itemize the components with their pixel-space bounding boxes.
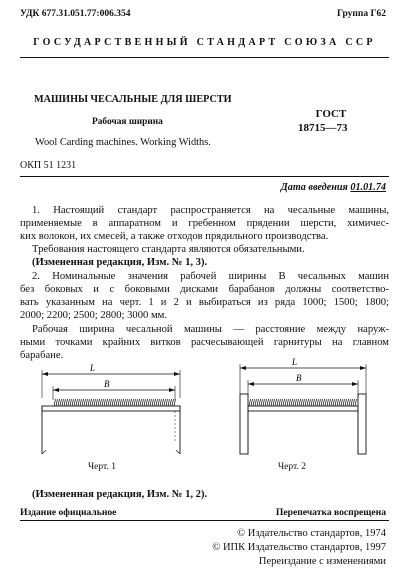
clothing-tooth [160, 399, 162, 406]
figure-1-label-l: L [90, 363, 96, 373]
edit-note-2-text: (Измененная редакция, Изм. № 1, 2). [32, 489, 208, 500]
mandatory-note: Требования настоящего стандарта являются обязательными. [32, 244, 305, 255]
clothing-tooth [174, 399, 176, 406]
paragraph-3-line: барабане. [20, 350, 64, 361]
clothing-tooth [289, 399, 291, 406]
clothing-tooth [78, 399, 80, 406]
paragraph-2-line: вать указанным на черт. 1 и 2 и выбираться из ряда 1000; 1500; 1800; [20, 297, 389, 308]
clothing-tooth [60, 399, 62, 406]
clothing-tooth [148, 399, 150, 406]
clothing-tooth [305, 399, 307, 406]
clothing-tooth [162, 399, 164, 406]
clothing-tooth [275, 399, 277, 406]
clothing-tooth [124, 399, 126, 406]
clothing-tooth [64, 399, 66, 406]
clothing-tooth [303, 399, 305, 406]
clothing-tooth [116, 399, 118, 406]
edit-note-2 [20, 488, 389, 501]
clothing-tooth [337, 399, 339, 406]
clothing-tooth [251, 399, 253, 406]
clothing-tooth [136, 399, 138, 406]
clothing-tooth [132, 399, 134, 406]
clothing-tooth [297, 399, 299, 406]
clothing-tooth [279, 399, 281, 406]
gost-number: 18715—73 [298, 122, 348, 134]
paragraph-3-line: Рабочая ширина чесальной машины — расстояние между наруж- [32, 324, 389, 335]
copyright-1974: © Издательство стандартов, 1974 [237, 528, 386, 539]
clothing-tooth [142, 399, 144, 406]
figure-2-label-b: B [296, 373, 302, 383]
clothing-tooth [259, 399, 261, 406]
group-code: Группа Г62 [337, 9, 386, 19]
clothing-tooth [319, 399, 321, 406]
document-title: МАШИНЫ ЧЕСАЛЬНЫЕ ДЛЯ ШЕРСТИ [34, 94, 232, 105]
clothing-tooth [168, 399, 170, 406]
clothing-tooth [66, 399, 68, 406]
clothing-tooth [102, 399, 104, 406]
clothing-tooth [80, 399, 82, 406]
paragraph-2-line: 2000; 2200; 2500; 2800; 3000 мм. [20, 310, 168, 321]
figure-1-caption: Черт. 1 [88, 462, 116, 472]
clothing-tooth [261, 399, 263, 406]
clothing-tooth [150, 399, 152, 406]
banner-rule [20, 57, 389, 58]
clothing-tooth [90, 399, 92, 406]
figure-2-label-l: L [292, 358, 298, 367]
clothing-tooth [301, 399, 303, 406]
clothing-tooth [355, 399, 357, 406]
english-title: Wool Carding machines. Working Widths. [35, 137, 211, 148]
document-subtitle: Рабочая ширина [92, 117, 163, 127]
reissue-note: Переиздание с изменениями [258, 556, 386, 567]
clothing-tooth [299, 399, 301, 406]
clothing-tooth [307, 399, 309, 406]
clothing-tooth [96, 399, 98, 406]
clothing-tooth [112, 399, 114, 406]
clothing-tooth [140, 399, 142, 406]
clothing-tooth [54, 399, 56, 406]
clothing-tooth [325, 399, 327, 406]
clothing-tooth [146, 399, 148, 406]
clothing-tooth [347, 399, 349, 406]
gost-label: ГОСТ [315, 108, 347, 120]
paragraph-2-line: без боковых и с боковыми дисками барабанов должны соответство- [20, 284, 389, 295]
clothing-tooth [166, 399, 168, 406]
clothing-tooth [118, 399, 120, 406]
clothing-tooth [108, 399, 110, 406]
clothing-tooth [287, 399, 289, 406]
clothing-tooth [158, 399, 160, 406]
clothing-tooth [86, 399, 88, 406]
clothing-tooth [273, 399, 275, 406]
clothing-tooth [351, 399, 353, 406]
clothing-tooth [349, 399, 351, 406]
clothing-tooth [144, 399, 146, 406]
clothing-tooth [74, 399, 76, 406]
clothing-tooth [327, 399, 329, 406]
clothing-tooth [58, 399, 60, 406]
paragraph-2-line: 2. Номинальные значения рабочей ширины B чесальных машин [32, 271, 389, 282]
paragraph-1-line: ких волокон, их смесей, а также отходов прядильного производства. [20, 231, 329, 242]
clothing-tooth [345, 399, 347, 406]
clothing-tooth [321, 399, 323, 406]
paragraph-1 [20, 204, 389, 243]
edit-note-1 [20, 256, 389, 269]
clothing-tooth [311, 399, 313, 406]
official-edition: Издание официальное [20, 507, 117, 518]
clothing-tooth [341, 399, 343, 406]
clothing-tooth [271, 399, 273, 406]
figure-2-caption: Черт. 2 [278, 462, 306, 472]
clothing-tooth [68, 399, 70, 406]
figure-2 [218, 358, 388, 458]
paragraph-1b [20, 243, 389, 256]
intro-date [281, 182, 386, 193]
clothing-tooth [130, 399, 132, 406]
clothing-tooth [164, 399, 166, 406]
clothing-tooth [88, 399, 90, 406]
clothing-tooth [126, 399, 128, 406]
clothing-tooth [170, 399, 172, 406]
clothing-tooth [281, 399, 283, 406]
clothing-tooth [82, 399, 84, 406]
clothing-tooth [343, 399, 345, 406]
clothing-tooth [269, 399, 271, 406]
clothing-tooth [315, 399, 317, 406]
clothing-tooth [128, 399, 130, 406]
clothing-tooth [92, 399, 94, 406]
intro-date-value: 01.01.74 [350, 182, 386, 193]
clothing-tooth [156, 399, 158, 406]
clothing-tooth [265, 399, 267, 406]
clothing-tooth [309, 399, 311, 406]
clothing-tooth [255, 399, 257, 406]
clothing-tooth [331, 399, 333, 406]
standard-banner: ГОСУДАРСТВЕННЫЙ СТАНДАРТ СОЮЗА ССР [33, 37, 376, 48]
clothing-tooth [249, 399, 251, 406]
footer-rule [20, 520, 389, 521]
copyright-1997: © ИПК Издательство стандартов, 1997 [212, 542, 386, 553]
clothing-tooth [84, 399, 86, 406]
paragraph-1-line: применяемые в аппаратном и гребенном прядении шерсти, химичес- [20, 218, 389, 229]
clothing-tooth [70, 399, 72, 406]
clothing-tooth [120, 399, 122, 406]
clothing-tooth [291, 399, 293, 406]
clothing-tooth [263, 399, 265, 406]
clothing-tooth [283, 399, 285, 406]
clothing-tooth [333, 399, 335, 406]
okp-code: ОКП 51 1231 [20, 160, 77, 171]
reprint-prohibited: Перепечатка воспрещена [275, 507, 386, 518]
clothing-tooth [293, 399, 295, 406]
clothing-tooth [253, 399, 255, 406]
clothing-tooth [313, 399, 315, 406]
clothing-tooth [114, 399, 116, 406]
clothing-tooth [172, 399, 174, 406]
clothing-tooth [62, 399, 64, 406]
clothing-tooth [353, 399, 355, 406]
clothing-tooth [267, 399, 269, 406]
clothing-tooth [317, 399, 319, 406]
clothing-tooth [339, 399, 341, 406]
clothing-tooth [100, 399, 102, 406]
clothing-tooth [138, 399, 140, 406]
clothing-tooth [76, 399, 78, 406]
clothing-tooth [285, 399, 287, 406]
title-rule [20, 176, 389, 177]
clothing-tooth [72, 399, 74, 406]
clothing-tooth [323, 399, 325, 406]
clothing-tooth [257, 399, 259, 406]
figure-2-drawing [218, 358, 388, 458]
clothing-tooth [154, 399, 156, 406]
clothing-tooth [329, 399, 331, 406]
figure-1-label-b: B [104, 379, 110, 389]
clothing-tooth [56, 399, 58, 406]
clothing-tooth [94, 399, 96, 406]
clothing-tooth [104, 399, 106, 406]
paragraph-2 [20, 270, 389, 322]
intro-date-label: Дата введения [280, 182, 348, 193]
clothing-tooth [277, 399, 279, 406]
clothing-tooth [122, 399, 124, 406]
clothing-tooth [335, 399, 337, 406]
clothing-tooth [152, 399, 154, 406]
udk-code: УДК 677.31.051.77:006.354 [20, 9, 131, 19]
figure-1-drawing [20, 362, 190, 458]
edit-note-1-text: (Измененная редакция, Изм. № 1, 3). [32, 257, 208, 268]
clothing-tooth [98, 399, 100, 406]
clothing-tooth [134, 399, 136, 406]
clothing-tooth [110, 399, 112, 406]
clothing-tooth [295, 399, 297, 406]
paragraph-3 [20, 323, 389, 362]
clothing-tooth [106, 399, 108, 406]
figure-1 [20, 362, 190, 458]
paragraph-1-line: 1. Настоящий стандарт распространяется на чесальные машины, [32, 205, 389, 216]
paragraph-3-line: ными точками крайних витков расчесывающей гарнитуры на главном [20, 337, 389, 348]
